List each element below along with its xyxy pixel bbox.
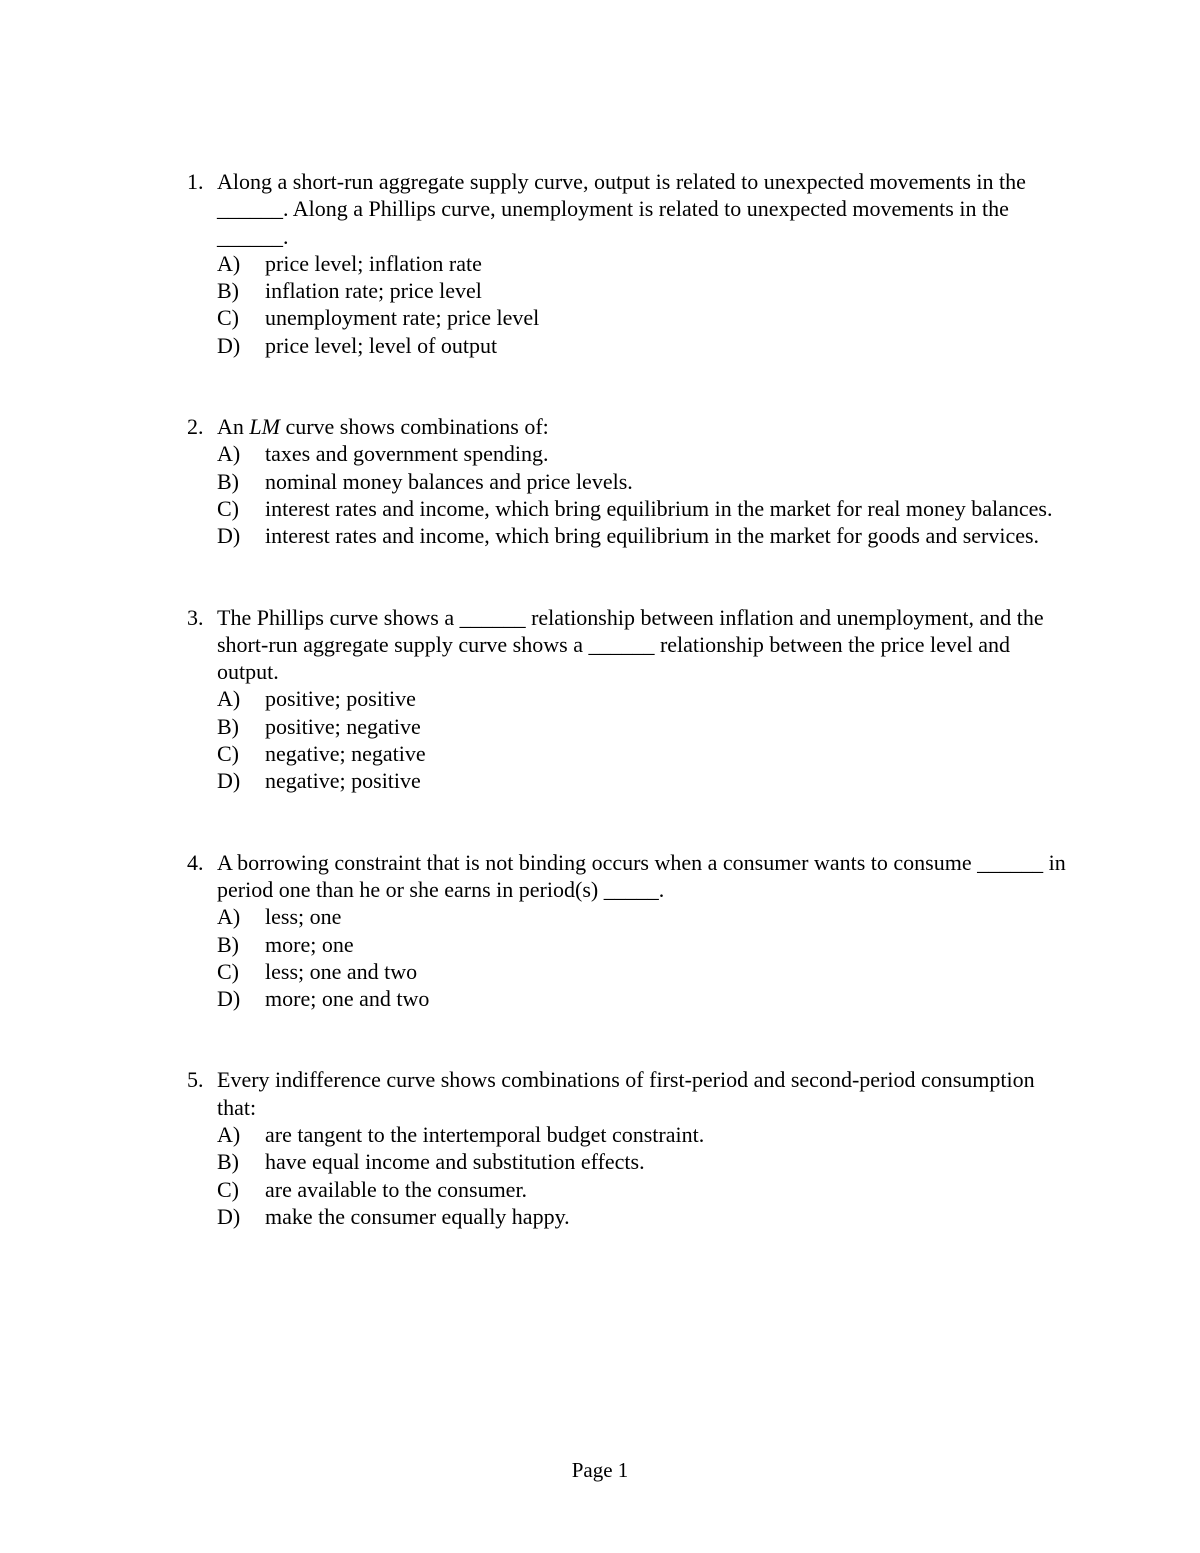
choice-label: C) xyxy=(217,741,239,767)
choice-label: A) xyxy=(217,250,241,276)
page-number: Page 1 xyxy=(571,1458,629,1482)
answer-choice xyxy=(217,522,1067,549)
choice-label: D) xyxy=(217,768,241,794)
choice-label: B) xyxy=(217,713,239,739)
page-footer xyxy=(0,1458,1200,1483)
answer-choice xyxy=(217,958,1067,985)
choice-text: interest rates and income, which bring equilibrium in the market for goods and services. xyxy=(265,523,1040,549)
answer-choice xyxy=(217,468,1067,495)
choice-text: positive; positive xyxy=(265,686,416,712)
choice-label: D) xyxy=(217,523,241,549)
choice-text: make the consumer equally happy. xyxy=(265,1203,570,1229)
question-text: An LM curve shows combinations of: xyxy=(217,414,549,440)
choice-label: B) xyxy=(217,468,239,494)
question-1 xyxy=(187,168,1067,359)
answer-choice xyxy=(217,1203,1067,1230)
answer-choice xyxy=(217,931,1067,958)
answer-choice xyxy=(217,304,1067,331)
choice-text: unemployment rate; price level xyxy=(265,305,540,331)
choice-label: C) xyxy=(217,305,239,331)
question-number: 2. xyxy=(187,414,204,440)
answer-choice xyxy=(217,985,1067,1012)
choice-text: price level; inflation rate xyxy=(265,250,482,276)
question-4 xyxy=(187,849,1067,1013)
choice-label: D) xyxy=(217,332,241,358)
answer-choice xyxy=(217,250,1067,277)
question-number: 3. xyxy=(187,604,204,630)
answer-choice xyxy=(217,685,1067,712)
choice-label: A) xyxy=(217,686,241,712)
choice-text: are available to the consumer. xyxy=(265,1176,528,1202)
question-number: 1. xyxy=(187,169,204,194)
question-number: 4. xyxy=(187,849,204,875)
choice-text: price level; level of output xyxy=(265,332,498,358)
choice-text: are tangent to the intertemporal budget constraint. xyxy=(265,1122,705,1148)
question-stem xyxy=(187,168,1067,250)
choice-text: have equal income and substitution effects. xyxy=(265,1149,645,1175)
choice-text: nominal money balances and price levels. xyxy=(265,468,633,494)
question-stem xyxy=(187,604,1067,686)
choice-label: C) xyxy=(217,1176,239,1202)
answer-choice xyxy=(217,903,1067,930)
answer-choice xyxy=(217,495,1067,522)
choice-text: more; one xyxy=(265,931,354,957)
answer-choice xyxy=(217,767,1067,794)
answer-choice xyxy=(217,1176,1067,1203)
question-stem xyxy=(187,413,1067,440)
choice-label: A) xyxy=(217,441,241,467)
question-text: The Phillips curve shows a ______ relationship between inflation and unemployment, and the short-run aggregate supply curve shows a ______ relationship between the price level and output. xyxy=(217,604,1044,685)
answer-choice xyxy=(217,440,1067,467)
choice-label: B) xyxy=(217,1149,239,1175)
question-number: 5. xyxy=(187,1067,204,1093)
choice-label: B) xyxy=(217,931,239,957)
answer-choice xyxy=(217,713,1067,740)
choice-text: more; one and two xyxy=(265,986,430,1012)
question-stem xyxy=(187,849,1067,904)
question-3 xyxy=(187,604,1067,795)
choice-label: D) xyxy=(217,986,241,1012)
question-list xyxy=(187,168,1067,1284)
question-5 xyxy=(187,1066,1067,1230)
question-2 xyxy=(187,413,1067,549)
choice-label: D) xyxy=(217,1203,241,1229)
question-text: Every indifference curve shows combinations of first-period and second-period consumption that: xyxy=(217,1067,1035,1120)
choice-text: taxes and government spending. xyxy=(265,441,549,467)
choice-text: positive; negative xyxy=(265,713,421,739)
choice-text: less; one and two xyxy=(265,958,418,984)
choice-text: negative; negative xyxy=(265,741,426,767)
answer-choice xyxy=(217,740,1067,767)
choice-label: C) xyxy=(217,958,239,984)
answer-choice xyxy=(217,277,1067,304)
answer-choice xyxy=(217,1148,1067,1175)
answer-choice xyxy=(217,332,1067,359)
choice-text: interest rates and income, which bring equilibrium in the market for real money balances. xyxy=(265,495,1053,521)
choice-label: A) xyxy=(217,1122,241,1148)
question-stem xyxy=(187,1066,1067,1121)
choice-text: less; one xyxy=(265,904,342,930)
answer-choice xyxy=(217,1121,1067,1148)
question-text: A borrowing constraint that is not binding occurs when a consumer wants to consume ______ in period one than he or she earns in period(s) _____. xyxy=(217,849,1066,902)
choice-label: C) xyxy=(217,495,239,521)
question-text: Along a short-run aggregate supply curve, output is related to unexpected movements in the ______. Along a Phillips curve, unemployment is related to unexpected movements in the ______. xyxy=(217,169,1026,249)
choice-label: B) xyxy=(217,278,239,304)
choice-text: negative; positive xyxy=(265,768,421,794)
choice-label: A) xyxy=(217,904,241,930)
choice-text: inflation rate; price level xyxy=(265,278,482,304)
